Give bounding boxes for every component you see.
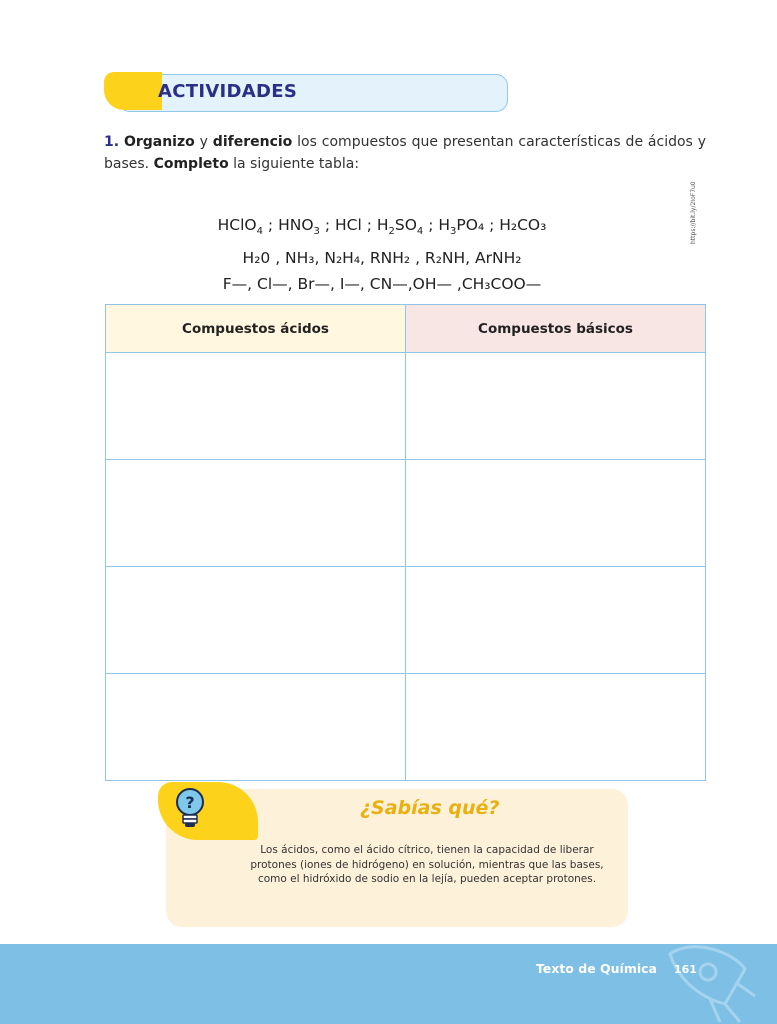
instruction-text-2: los compuestos que presentan características de ácidos y bases. <box>104 134 707 172</box>
formula-subscript: 4 <box>256 226 263 238</box>
header-basic-compounds: Compuestos básicos <box>406 305 706 353</box>
acid-cell[interactable] <box>106 674 406 781</box>
base-cell[interactable] <box>406 353 706 460</box>
base-cell[interactable] <box>406 567 706 674</box>
formula-part: HClO <box>217 216 257 234</box>
table-row <box>106 674 706 781</box>
formula-line-acids <box>150 212 614 245</box>
formula-line-anions: F—, Cl—, Br—, I—, CN—,OH— ,CH₃COO— <box>222 275 542 294</box>
footer-book-title: Texto de Química <box>535 961 657 976</box>
formula-subscript: 3 <box>313 226 320 238</box>
table-row <box>106 353 706 460</box>
instruction-verb-3: Completo <box>153 156 229 172</box>
side-url: https://bit.ly/2IoF7u0 <box>690 181 697 244</box>
svg-text:?: ? <box>185 793 195 812</box>
instruction-verb-2: diferencio <box>212 134 293 150</box>
formula-part: ; HCl ; H <box>319 216 389 234</box>
formula-part: ; H <box>423 216 451 234</box>
header-acid-compounds: Compuestos ácidos <box>106 305 406 353</box>
instruction-text-1: y <box>194 134 213 150</box>
instruction-verb-1: Organizo <box>123 134 195 150</box>
page-footer <box>0 944 777 1024</box>
lightbulb-question-icon <box>172 786 208 830</box>
tip-title: ¿Sabías qué? <box>360 797 500 819</box>
rocket-icon <box>650 944 760 1024</box>
formula-part: SO <box>394 216 417 234</box>
compound-formulas <box>150 212 614 297</box>
formula-subscript: 2 <box>388 226 395 238</box>
banner-accent-tab <box>104 72 162 110</box>
page-number: 161 <box>674 963 697 976</box>
formula-line-bases: H₂0 , NH₃, N₂H₄, RNH₂ , R₂NH, ArNH₂ <box>242 249 522 268</box>
activities-banner <box>104 72 508 112</box>
instruction-text <box>104 131 706 175</box>
instruction-text-3: la siguiente tabla: <box>228 156 360 172</box>
base-cell[interactable] <box>406 460 706 567</box>
table-header-row <box>106 305 706 353</box>
formula-subscript: 4 <box>416 226 424 238</box>
formula-subscript: 3 <box>450 226 457 238</box>
acid-cell[interactable] <box>106 460 406 567</box>
formula-part: PO₄ ; H₂CO₃ <box>456 216 547 234</box>
classification-table <box>105 304 706 781</box>
instruction-number: 1. <box>104 134 120 150</box>
base-cell[interactable] <box>406 674 706 781</box>
table-row <box>106 460 706 567</box>
section-title: ACTIVIDADES <box>158 81 298 102</box>
acid-cell[interactable] <box>106 567 406 674</box>
table-row <box>106 567 706 674</box>
acid-cell[interactable] <box>106 353 406 460</box>
formula-part: ; HNO <box>263 216 314 234</box>
tip-body: Los ácidos, como el ácido cítrico, tienen la capacidad de liberar protones (iones de hidrógeno) en solución, mientras que las bases, como el hidróxido de sodio en la lejía, pueden aceptar protones. <box>250 844 604 885</box>
